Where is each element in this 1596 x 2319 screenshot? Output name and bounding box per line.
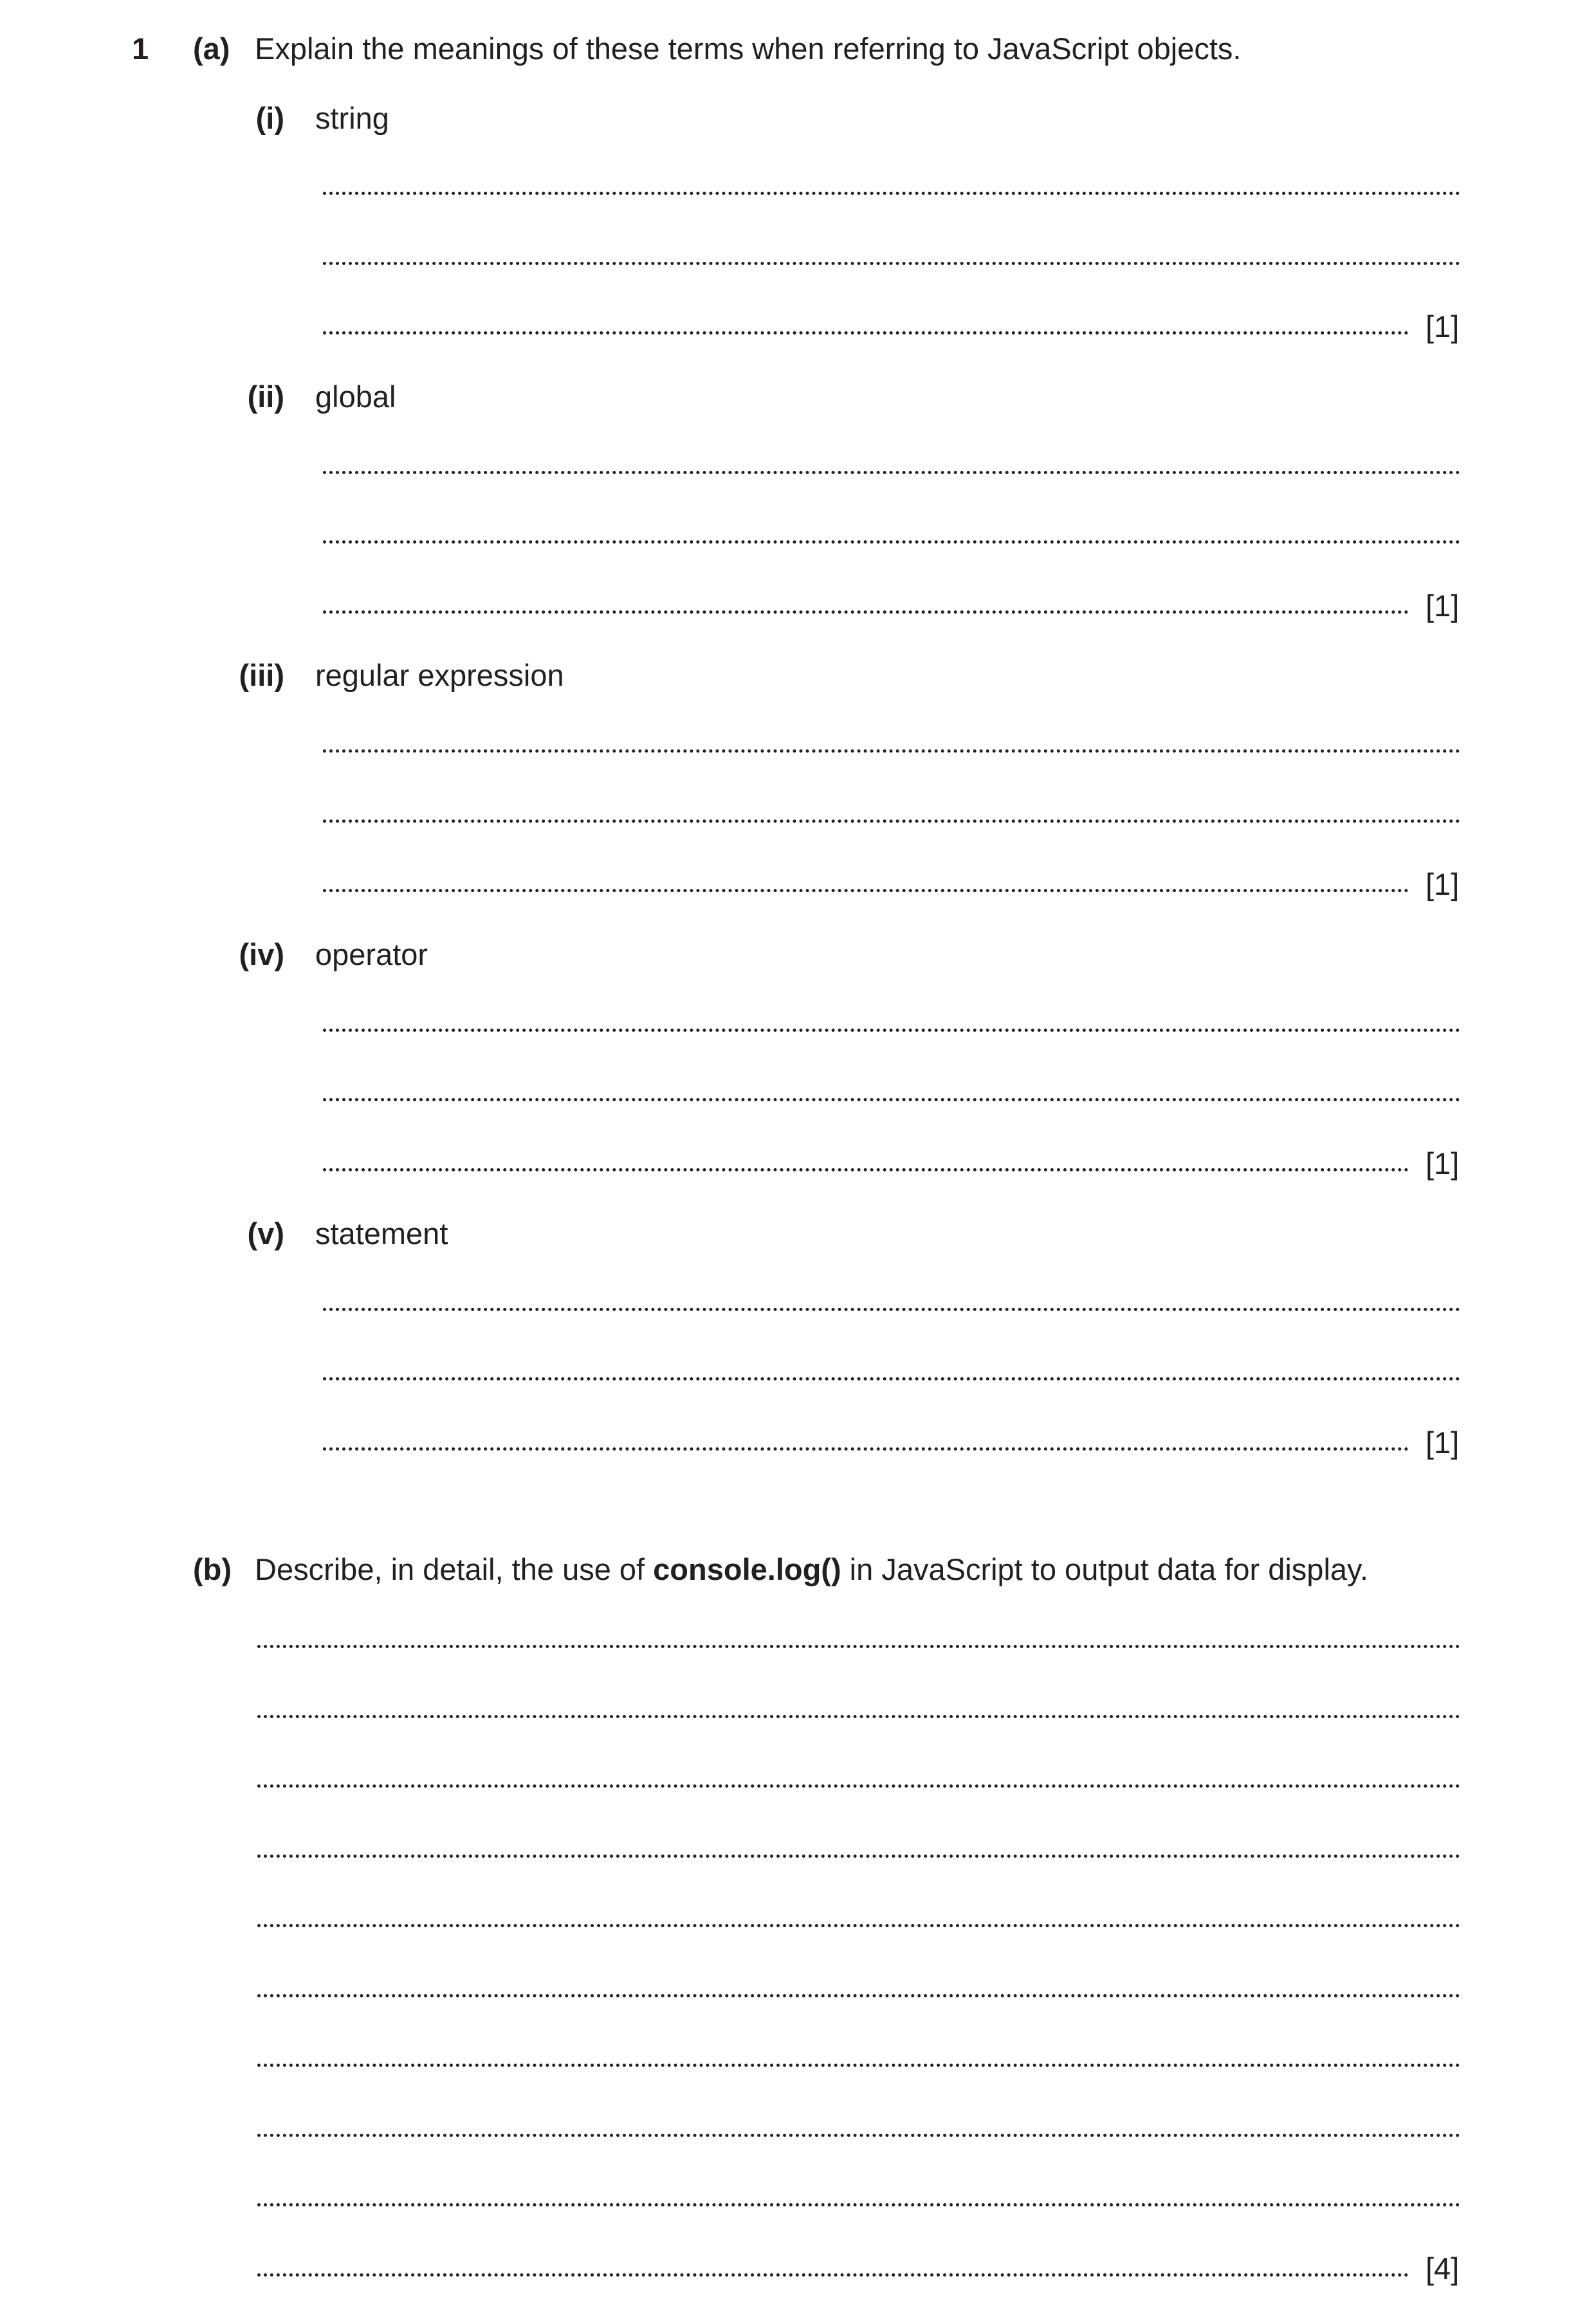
item-ii-label: (ii) (247, 380, 284, 414)
item-ii-marks: [1] (1426, 589, 1460, 623)
answer-line[interactable] (257, 2134, 1460, 2137)
part-b-prompt-code: console.log() (653, 1552, 841, 1586)
answer-line[interactable] (323, 1029, 1460, 1032)
answer-line[interactable] (257, 1784, 1460, 1788)
answer-line[interactable] (323, 540, 1460, 544)
answer-line[interactable] (323, 262, 1460, 265)
answer-line[interactable] (257, 1645, 1460, 1648)
part-b-marks: [4] (1426, 2251, 1460, 2286)
part-a-label: (a) (193, 32, 230, 66)
item-v-marks: [1] (1426, 1425, 1460, 1460)
item-iv-marks: [1] (1426, 1146, 1460, 1180)
answer-line[interactable] (323, 331, 1409, 335)
item-i-marks: [1] (1426, 309, 1460, 344)
item-iii-label: (iii) (239, 658, 284, 692)
item-iii-marks: [1] (1426, 867, 1460, 901)
question-number: 1 (132, 32, 149, 66)
item-iv-term: operator (315, 937, 428, 971)
answer-line[interactable] (323, 1447, 1409, 1451)
item-i-term: string (315, 101, 389, 135)
answer-line[interactable] (257, 2064, 1460, 2067)
answer-line[interactable] (323, 1098, 1460, 1101)
answer-line[interactable] (323, 749, 1460, 753)
part-a-prompt: Explain the meanings of these terms when referring to JavaScript objects. (255, 32, 1242, 66)
answer-line[interactable] (257, 1855, 1460, 1858)
answer-line[interactable] (323, 610, 1409, 614)
part-b-label: (b) (193, 1552, 232, 1586)
item-v-term: statement (315, 1216, 448, 1251)
answer-line[interactable] (323, 1308, 1460, 1311)
answer-line[interactable] (257, 1715, 1460, 1718)
item-iii-term: regular expression (315, 658, 564, 692)
part-b-prompt (255, 1552, 1368, 1587)
answer-line[interactable] (323, 889, 1409, 892)
item-ii-term: global (315, 380, 396, 414)
answer-line[interactable] (323, 471, 1460, 474)
answer-line[interactable] (257, 2273, 1409, 2277)
answer-line[interactable] (257, 2203, 1460, 2206)
answer-line[interactable] (257, 1994, 1460, 1997)
answer-line[interactable] (323, 1168, 1409, 1171)
item-i-label: (i) (255, 101, 284, 135)
item-iv-label: (iv) (239, 937, 284, 971)
part-b-prompt-before: Describe, in detail, the use of (255, 1552, 654, 1586)
part-b-prompt-after: in JavaScript to output data for display. (841, 1552, 1369, 1586)
answer-line[interactable] (257, 1924, 1460, 1927)
answer-line[interactable] (323, 1377, 1460, 1380)
answer-line[interactable] (323, 820, 1460, 823)
answer-line[interactable] (323, 192, 1460, 195)
item-v-label: (v) (247, 1216, 284, 1251)
